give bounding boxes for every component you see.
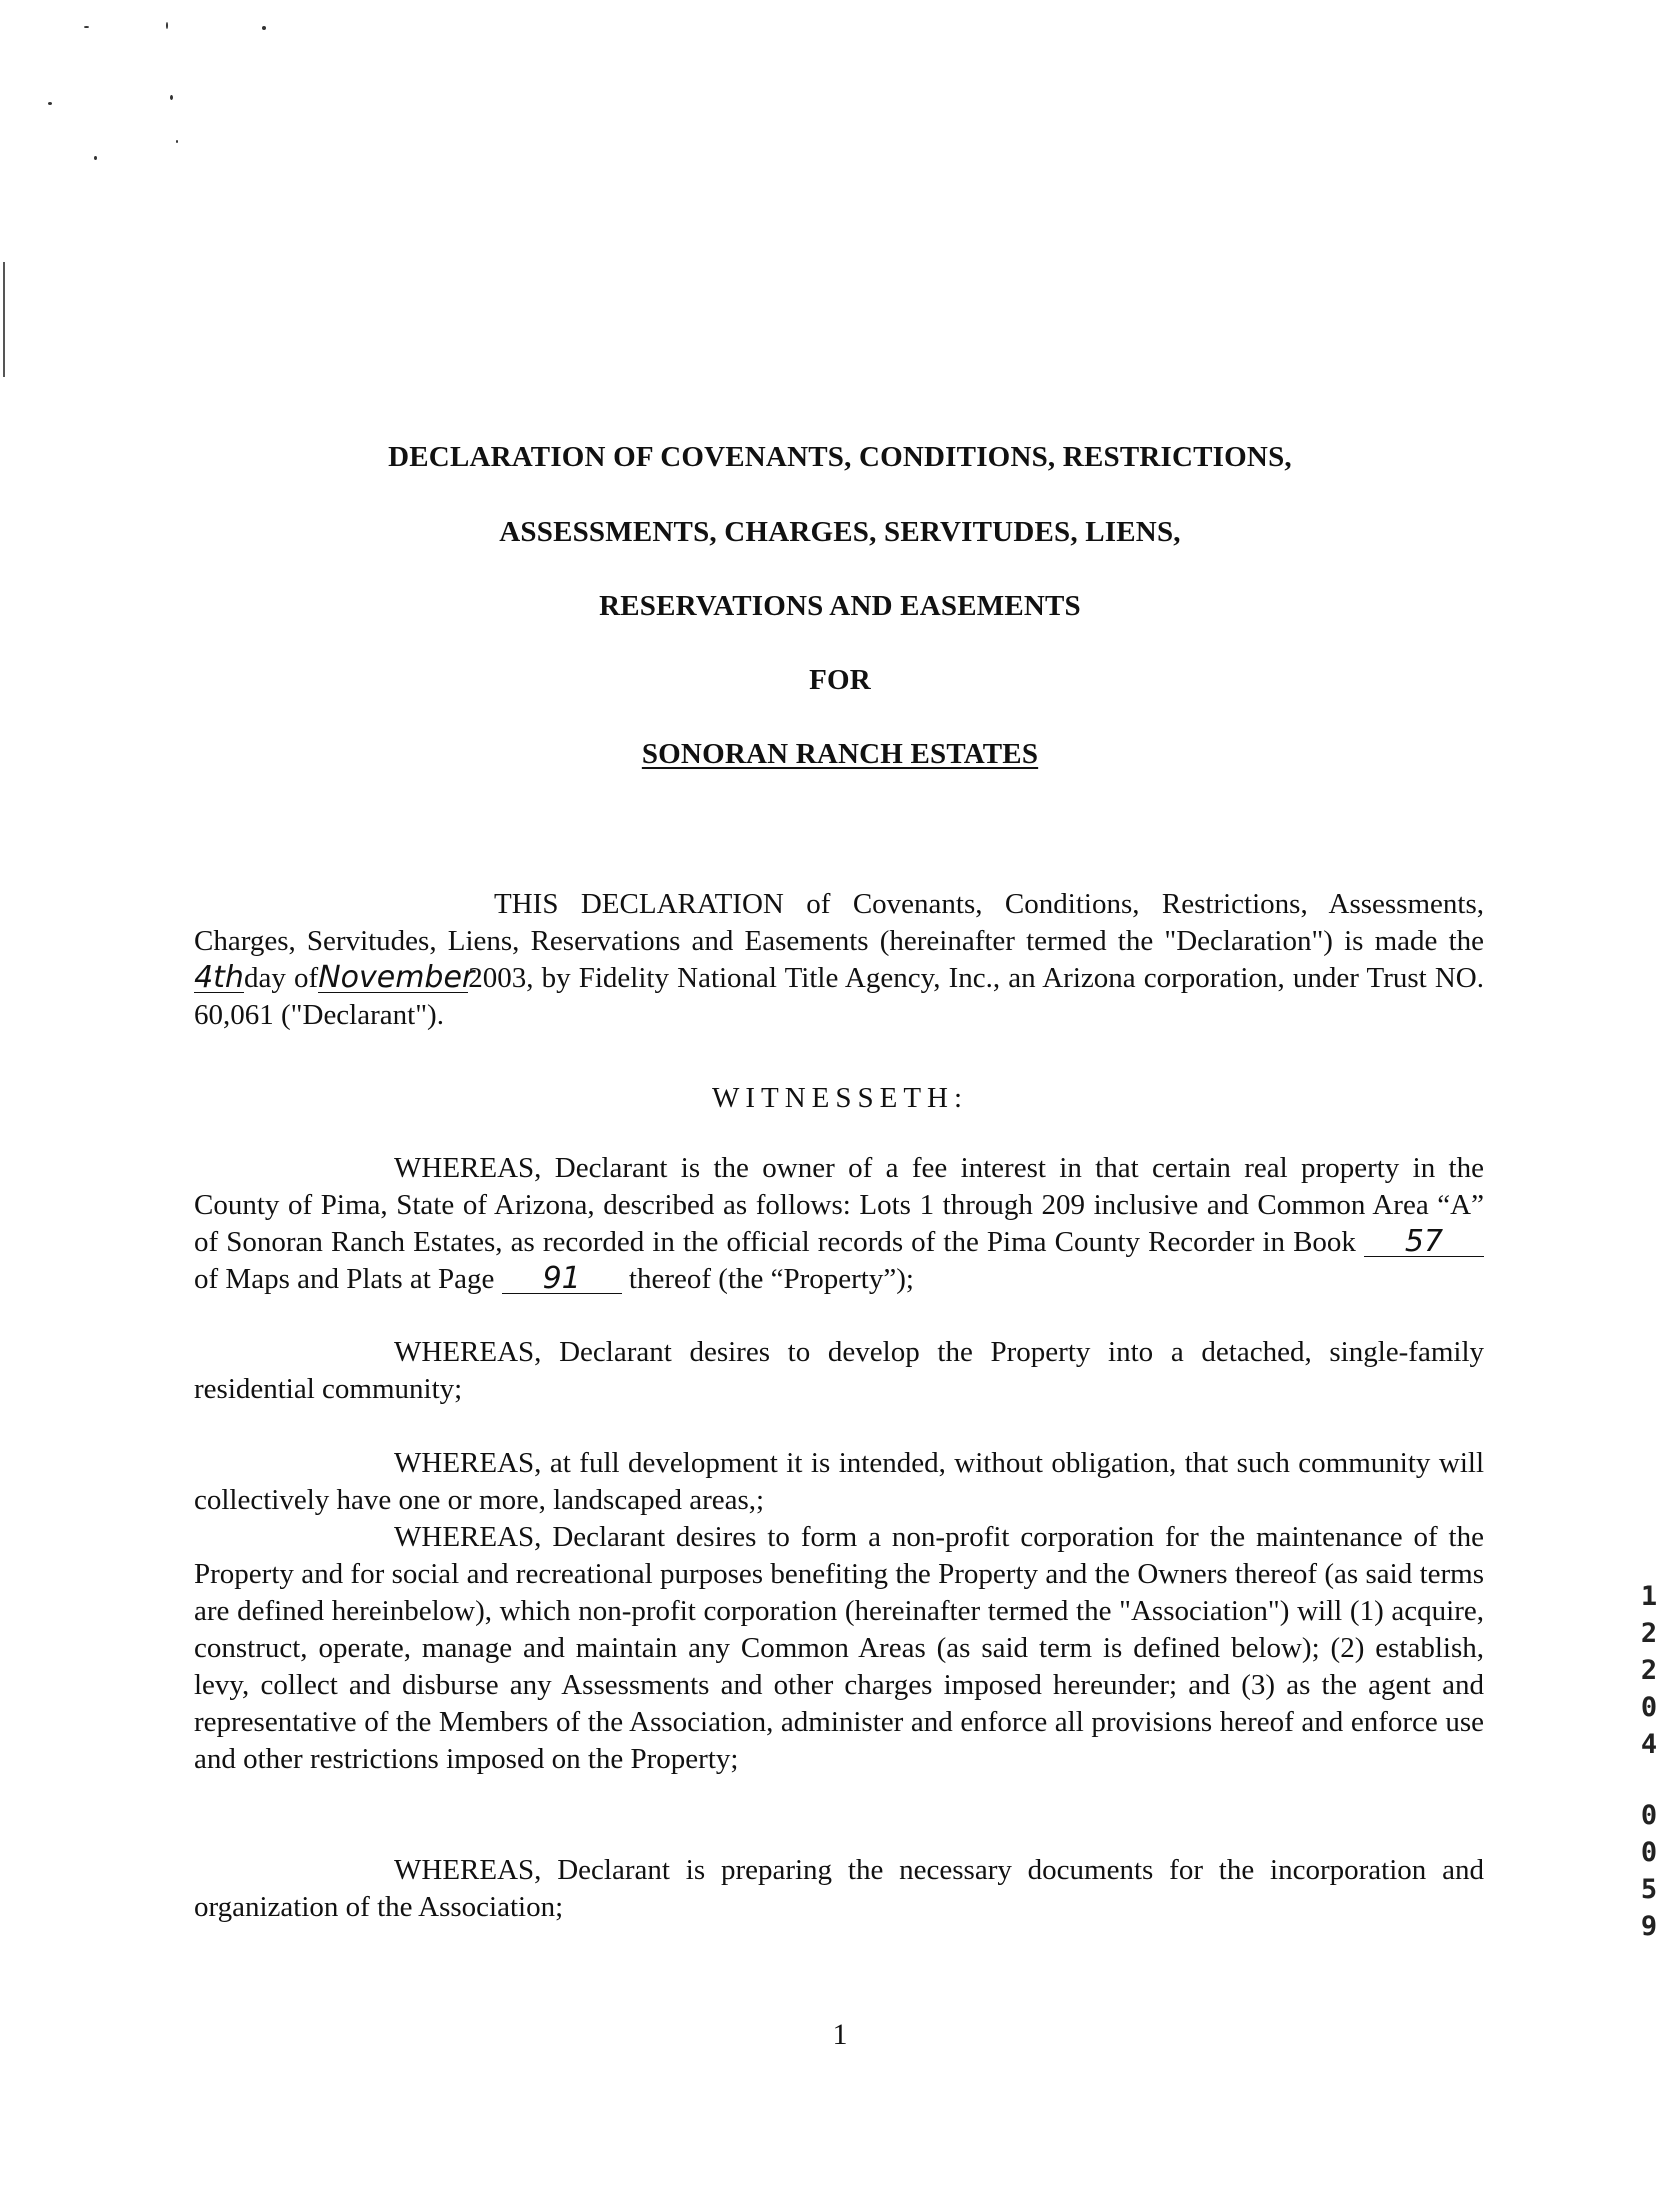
intro-text-a: THIS DECLARATION of Covenants, Conditions, Restrictions, Assessments, Charges, Servitudes, Liens, Reservations and Easements (hereinafter termed the "Declaration") is made the <box>194 888 1484 957</box>
recorder-stamp <box>1634 1578 1664 1945</box>
handwritten-month: November <box>318 960 475 995</box>
whereas-3-text: WHEREAS, at full development it is intended, without obligation, that such community will collectively have one or more, landscaped areas,; <box>194 1447 1484 1516</box>
stamp-digit: 2 <box>1640 1618 1658 1649</box>
whereas-5-text: WHEREAS, Declarant is preparing the necessary documents for the incorporation and organization of the Association; <box>194 1854 1484 1923</box>
whereas-paragraph-3 <box>194 1445 1484 1519</box>
stamp-digit: 0 <box>1640 1800 1658 1831</box>
stamp-digit: 9 <box>1640 1911 1658 1942</box>
title-line-5 <box>0 738 1680 771</box>
community-name: SONORAN RANCH ESTATES <box>641 738 1039 770</box>
scan-edge-line <box>3 262 5 377</box>
scan-speck <box>176 140 178 143</box>
title-line-4: FOR <box>809 664 871 696</box>
scan-speck <box>48 102 52 105</box>
title-line-1: DECLARATION OF COVENANTS, CONDITIONS, RESTRICTIONS, <box>388 441 1292 473</box>
title-line-3: RESERVATIONS AND EASEMENTS <box>599 590 1081 622</box>
page-number: 1 <box>832 2018 848 2051</box>
whereas-2-text: WHEREAS, Declarant desires to develop the Property into a detached, single-family residential community; <box>194 1336 1484 1405</box>
handwritten-page-number: 91 <box>502 1265 622 1294</box>
whereas-1-text-c: thereof (the “Property”); <box>628 1263 914 1295</box>
stamp-digit: 5 <box>1640 1874 1658 1905</box>
whereas-1-text-a: WHEREAS, Declarant is the owner of a fee interest in that certain real property in the County of Pima, State of Arizona, described as follows: Lots 1 through 209 inclusive and Common Area “A” of Sonoran Ranch Estates, as recorded in the official records of the Pima County Recorder in Book <box>194 1152 1484 1258</box>
witnesseth-heading: WITNESSETH: <box>711 1082 969 1114</box>
intro-text-b: day of <box>244 962 319 994</box>
scan-speck <box>166 22 168 29</box>
title-line-2: ASSESSMENTS, CHARGES, SERVITUDES, LIENS, <box>499 516 1181 548</box>
stamp-digit: 1 <box>1640 1581 1658 1612</box>
whereas-1-text-b: of Maps and Plats at Page <box>194 1263 495 1295</box>
whereas-paragraph-4 <box>194 1519 1484 1778</box>
handwritten-book-number: 57 <box>1364 1228 1484 1257</box>
whereas-paragraph-2 <box>194 1334 1484 1408</box>
stamp-digit: 0 <box>1640 1692 1658 1723</box>
scan-speck <box>84 26 89 28</box>
intro-paragraph <box>194 886 1484 1034</box>
scan-speck <box>94 156 97 160</box>
stamp-digit: 4 <box>1640 1729 1658 1760</box>
scan-speck <box>262 26 266 30</box>
intro-text-c: 2003, by Fidelity National Title Agency, Inc., an Arizona corporation, under Trust NO. 60,061 ("Declarant"). <box>194 962 1484 1031</box>
stamp-digit: 2 <box>1640 1655 1658 1686</box>
stamp-digit: 0 <box>1640 1837 1658 1868</box>
whereas-paragraph-1 <box>194 1150 1484 1298</box>
handwritten-day: 4th <box>194 960 244 995</box>
whereas-paragraph-5 <box>194 1852 1484 1926</box>
scan-speck <box>170 95 173 100</box>
whereas-4-text: WHEREAS, Declarant desires to form a non-profit corporation for the maintenance of the Property and for social and recreational purposes benefiting the Property and the Owners thereof (as said terms are defined hereinbelow), which non-profit corporation (hereinafter termed the "Association") will (1) acquire, construct, operate, manage and maintain any Common Areas (as said term is defined below); (2) establish, levy, collect and disburse any Assessments and other charges imposed hereunder; and (3) as the agent and representative of the Members of the Association, administer and enforce all provisions hereof and enforce use and other restrictions imposed on the Property; <box>194 1521 1484 1775</box>
